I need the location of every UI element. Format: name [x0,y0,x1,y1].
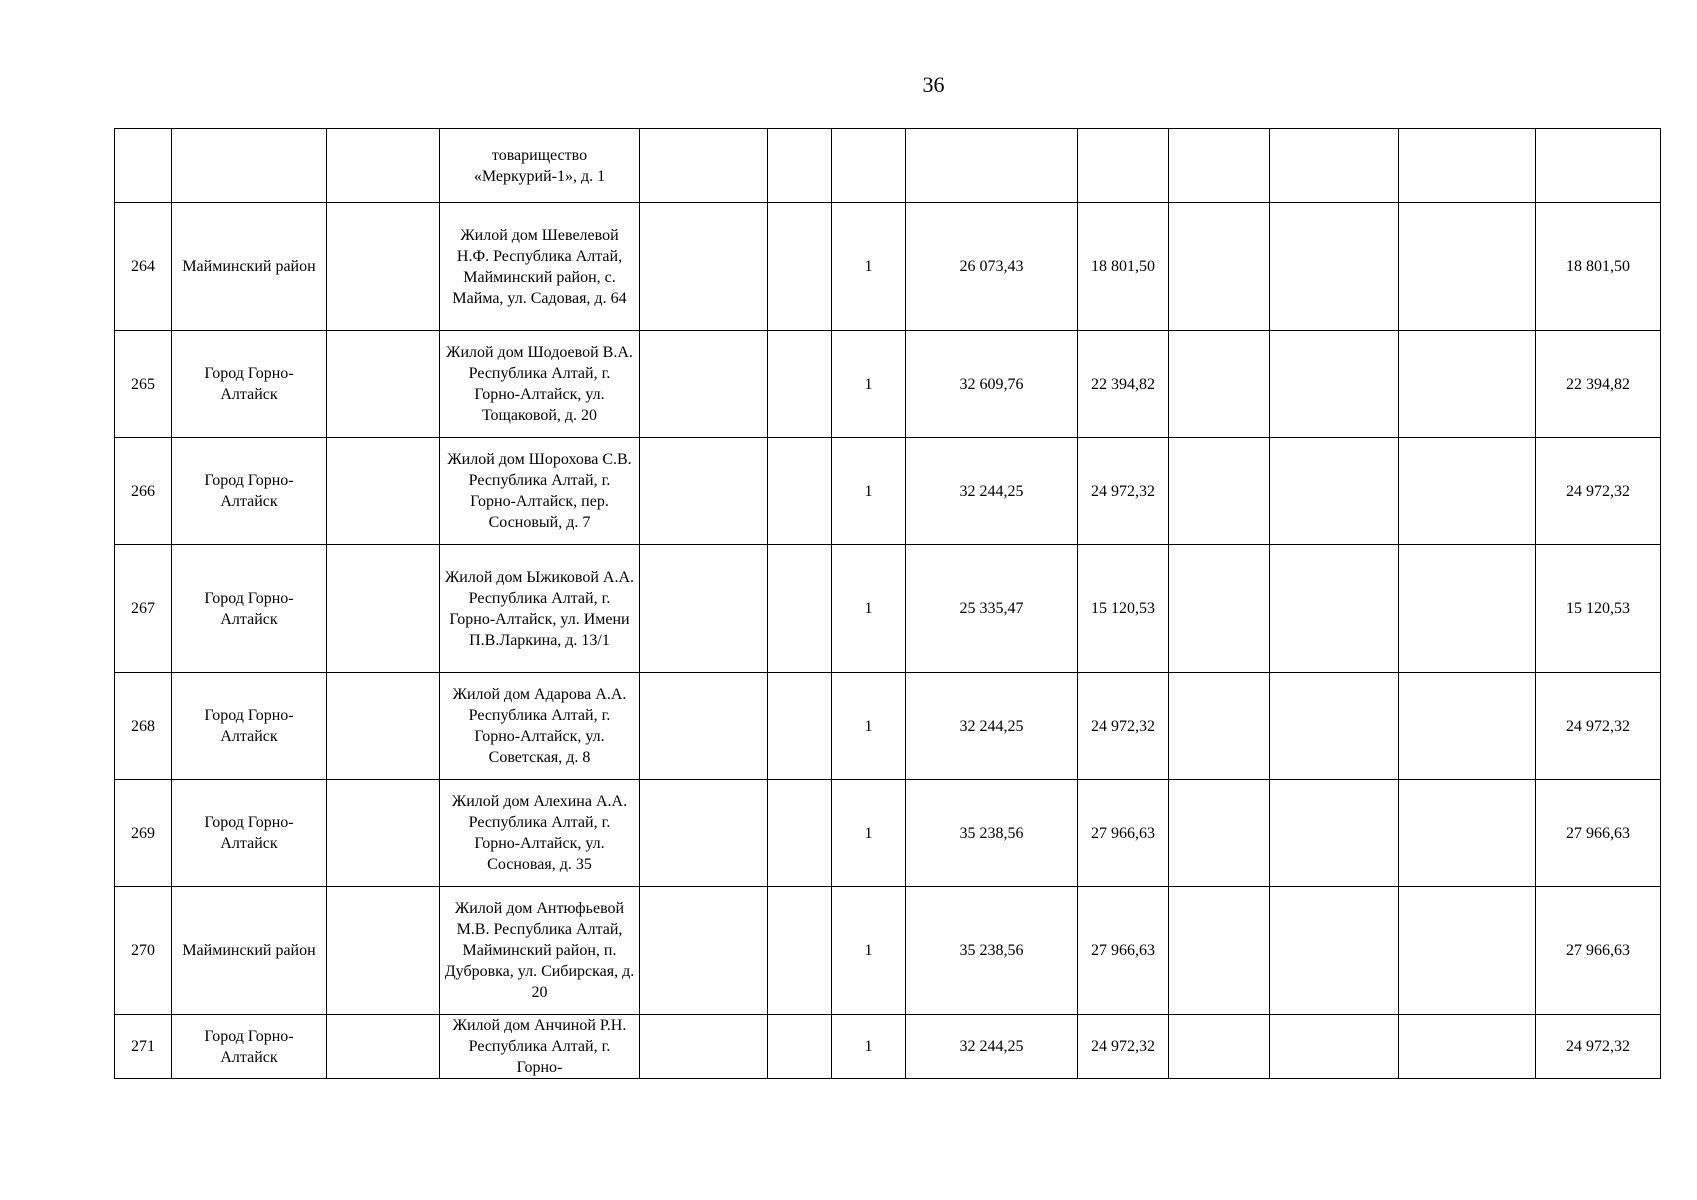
cell-subsidy: 24 972,32 [1078,1015,1169,1079]
page-number: 36 [922,72,945,97]
cell-empty [327,673,440,780]
cell-subsidy: 18 801,50 [1078,203,1169,331]
cell-empty [1399,673,1536,780]
cell-empty [640,780,768,887]
cell-address [440,129,640,203]
cell-empty [327,780,440,887]
cell-district: Город Горно-Алтайск [172,673,327,780]
cell-qty: 1 [832,438,906,545]
cell-subsidy: 22 394,82 [1078,331,1169,438]
cell-num: 267 [115,545,172,673]
cell-district: Город Горно-Алтайск [172,1015,327,1079]
cell-empty [1169,331,1270,438]
cell-empty [1270,438,1399,545]
cell-subsidy: 27 966,63 [1078,887,1169,1015]
cell-amount [906,129,1078,203]
cell-address: Жилой дом Алехина А.А. Республика Алтай, г. Горно-Алтайск, ул. Сосновая, д. 35 [440,780,640,887]
cell-empty [1399,203,1536,331]
cell-empty [327,129,440,203]
cell-amount: 32 609,76 [906,331,1078,438]
cell-empty [1270,1015,1399,1079]
cell-district: Майминский район [172,203,327,331]
cell-empty [640,331,768,438]
cell-empty [640,129,768,203]
cell-empty [1270,129,1399,203]
cell-amount: 32 244,25 [906,673,1078,780]
cell-empty [1169,673,1270,780]
table-row [115,331,1661,438]
cell-qty: 1 [832,887,906,1015]
cell-total: 27 966,63 [1536,780,1661,887]
cell-address: Жилой дом Ыжиковой А.А. Республика Алтай, г. Горно-Алтайск, ул. Имени П.В.Ларкина, д. 13/1 [440,545,640,673]
cell-empty [640,887,768,1015]
cell-total: 24 972,32 [1536,438,1661,545]
cell-num: 268 [115,673,172,780]
cell-amount: 32 244,25 [906,438,1078,545]
cell-empty [1270,203,1399,331]
cell-empty [1399,1015,1536,1079]
cell-total: 27 966,63 [1536,887,1661,1015]
table-row [115,438,1661,545]
cell-amount: 35 238,56 [906,887,1078,1015]
cell-empty [1169,887,1270,1015]
cell-num: 265 [115,331,172,438]
cell-empty [327,1015,440,1079]
cell-amount: 25 335,47 [906,545,1078,673]
cell-empty [768,438,832,545]
cell-empty [327,438,440,545]
cell-empty [640,203,768,331]
cell-num: 266 [115,438,172,545]
table-row [115,1015,1661,1079]
cell-total: 22 394,82 [1536,331,1661,438]
cell-empty [1169,1015,1270,1079]
cell-total: 15 120,53 [1536,545,1661,673]
cell-subsidy: 27 966,63 [1078,780,1169,887]
cell-empty [768,673,832,780]
cell-empty [768,780,832,887]
cell-qty: 1 [832,673,906,780]
cell-empty [1399,780,1536,887]
cell-total: 24 972,32 [1536,673,1661,780]
cell-empty [1270,331,1399,438]
cell-empty [1169,545,1270,673]
cell-empty [327,331,440,438]
cell-empty [1169,203,1270,331]
cell-qty: 1 [832,545,906,673]
cell-qty: 1 [832,780,906,887]
cell-subsidy [1078,129,1169,203]
cell-empty [1399,545,1536,673]
cell-empty [1169,780,1270,887]
table-row [115,545,1661,673]
cell-address: Жилой дом Шевелевой Н.Ф. Республика Алтай, Майминский район, с. Майма, ул. Садовая, д. 64 [440,203,640,331]
cell-subsidy: 24 972,32 [1078,673,1169,780]
cell-empty [1169,438,1270,545]
table-row-continuation [115,129,1661,203]
cell-empty [1270,673,1399,780]
cell-empty [327,203,440,331]
cell-num [115,129,172,203]
cell-empty [768,887,832,1015]
cell-empty [1270,887,1399,1015]
cell-address: Жилой дом Шодоевой В.А. Республика Алтай, г. Горно-Алтайск, ул. Тощаковой, д. 20 [440,331,640,438]
cell-empty [1399,331,1536,438]
cell-empty [640,545,768,673]
cell-address: Жилой дом Антюфьевой М.В. Республика Алтай, Майминский район, п. Дубровка, ул. Сибирская, д. 20 [440,887,640,1015]
cell-empty [768,545,832,673]
cell-district [172,129,327,203]
cell-empty [768,1015,832,1079]
cell-empty [640,438,768,545]
cell-total: 24 972,32 [1536,1015,1661,1079]
cell-subsidy: 24 972,32 [1078,438,1169,545]
cell-district: Город Горно-Алтайск [172,438,327,545]
cell-empty [1169,129,1270,203]
cell-address: Жилой дом Адарова А.А. Республика Алтай, г. Горно-Алтайск, ул. Советская, д. 8 [440,673,640,780]
cell-num: 269 [115,780,172,887]
address-text: товарищество «Меркурий-1», д. 1 [473,146,606,185]
cell-qty: 1 [832,1015,906,1079]
cell-address: Жилой дом Анчиной Р.Н. Республика Алтай, г. Горно- [440,1015,640,1079]
cell-empty [327,887,440,1015]
cell-empty [768,129,832,203]
table-row [115,203,1661,331]
cell-district: Город Горно-Алтайск [172,331,327,438]
cell-empty [768,331,832,438]
cell-district: Город Горно-Алтайск [172,545,327,673]
cell-empty [327,545,440,673]
cell-empty [1270,545,1399,673]
cell-qty [832,129,906,203]
cell-num: 270 [115,887,172,1015]
cell-amount: 35 238,56 [906,780,1078,887]
cell-total [1536,129,1661,203]
cell-amount: 32 244,25 [906,1015,1078,1079]
cell-subsidy: 15 120,53 [1078,545,1169,673]
cell-address: Жилой дом Шорохова С.В. Республика Алтай, г. Горно-Алтайск, пер. Сосновый, д. 7 [440,438,640,545]
cell-empty [1399,129,1536,203]
cell-district: Майминский район [172,887,327,1015]
table-row [115,887,1661,1015]
cell-num: 264 [115,203,172,331]
cell-total: 18 801,50 [1536,203,1661,331]
cell-empty [640,1015,768,1079]
cell-empty [1399,438,1536,545]
cell-num: 271 [115,1015,172,1079]
cell-qty: 1 [832,331,906,438]
cell-empty [1270,780,1399,887]
table-row [115,673,1661,780]
cell-empty [1399,887,1536,1015]
registry-table [114,128,1661,1079]
cell-empty [640,673,768,780]
cell-amount: 26 073,43 [906,203,1078,331]
table-row [115,780,1661,887]
cell-district: Город Горно-Алтайск [172,780,327,887]
cell-empty [768,203,832,331]
cell-qty: 1 [832,203,906,331]
